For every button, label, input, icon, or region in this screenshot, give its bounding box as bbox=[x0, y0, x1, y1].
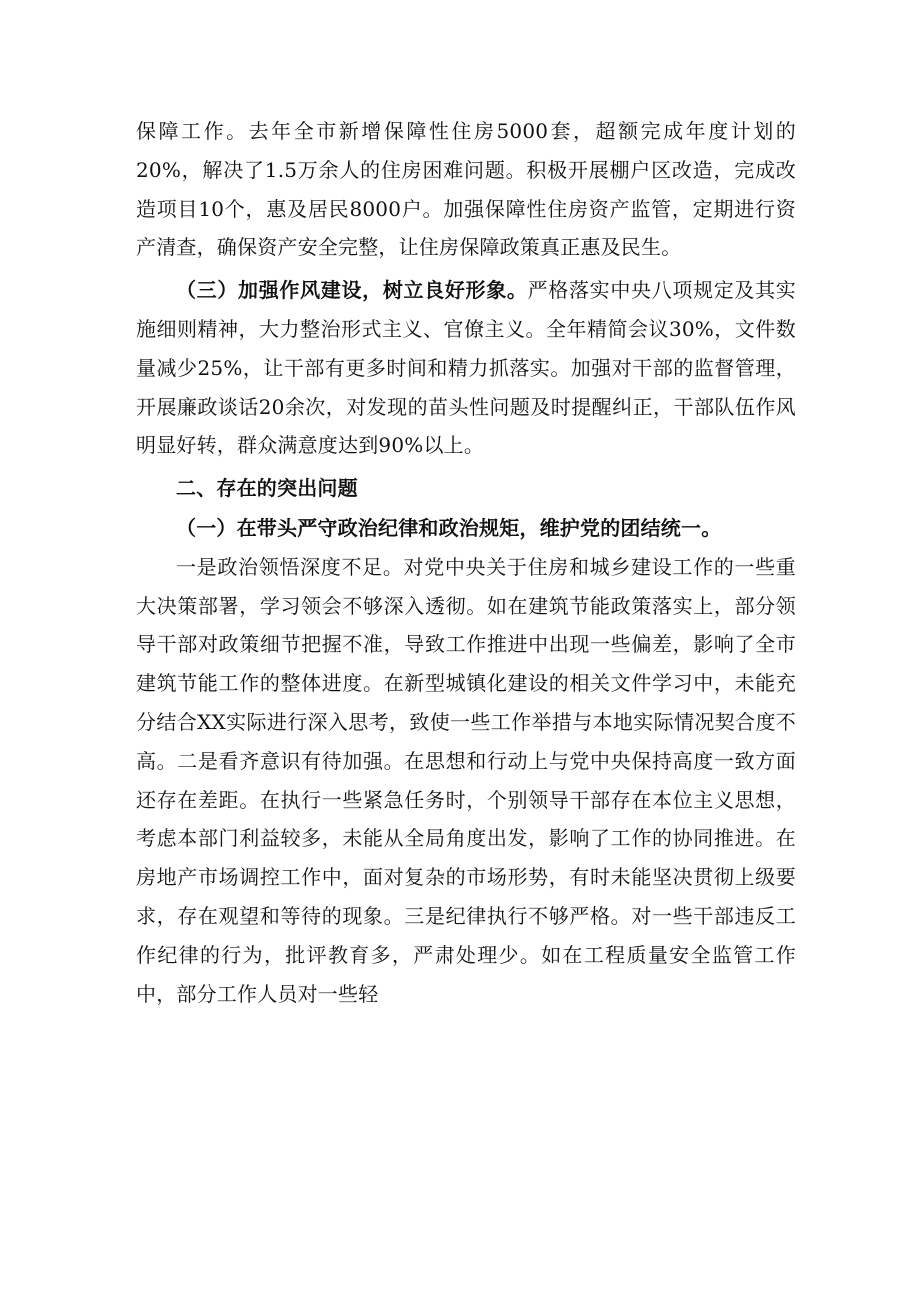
paragraph-housing-security: 保障工作。去年全市新增保障性住房5000套，超额完成年度计划的20%，解决了1.5万余人的住房困难问题。积极开展棚户区改造，完成改造项目10个，惠及居民8000户。加强保障性住房资产监管，定期进行资产清查，确保资产安全完整，让住房保障政策真正惠及民生。 bbox=[136, 119, 796, 260]
part-2-heading: 二、存在的突出问题 bbox=[176, 476, 358, 501]
section-3-title: （三）加强作风建设，树立良好形象。 bbox=[176, 278, 528, 303]
paragraph-political-issues: 一是政治领悟深度不足。对党中央关于住房和城乡建设工作的一些重大决策部署，学习领会不够深入透彻。如在建筑节能政策落实上，部分领导干部对政策细节把握不准，导致工作推进中出现一些偏差，影响了全市建筑节能工作的整体进度。在新型城镇化建设的相关文件学习中，未能充分结合XX实际进行深入思考，致使一些工作举措与本地实际情况契合度不高。二是看齐意识有待加强。在思想和行动上与党中央保持高度一致方面还存在差距。在执行一些紧急任务时，个别领导干部存在本位主义思想，考虑本部门利益较多，未能从全局角度出发，影响了工作的协同推进。在房地产市场调控工作中，面对复杂的市场形势，有时未能坚决贯彻上级要求，存在观望和等待的现象。三是纪律执行不够严格。对一些干部违反工作纪律的行为，批评教育多，严肃处理少。如在工程质量安全监管工作中，部分工作人员对一些轻 bbox=[136, 554, 796, 1006]
subsection-1-heading: （一）在带头严守政治纪律和政治规矩，维护党的团结统一。 bbox=[176, 515, 722, 540]
paragraph-work-style bbox=[136, 271, 796, 465]
section-3-text: 严格落实中央八项规定及其实施细则精神，大力整治形式主义、官僚主义。全年精简会议30%，文件数量减少25%，让干部有更多时间和精力抓落实。加强对干部的监督管理，开展廉政谈话20余次，对发现的苗头性问题及时提醒纠正，干部队伍作风明显好转，群众满意度达到90%以上。 bbox=[136, 278, 796, 458]
document-body bbox=[136, 112, 796, 1013]
